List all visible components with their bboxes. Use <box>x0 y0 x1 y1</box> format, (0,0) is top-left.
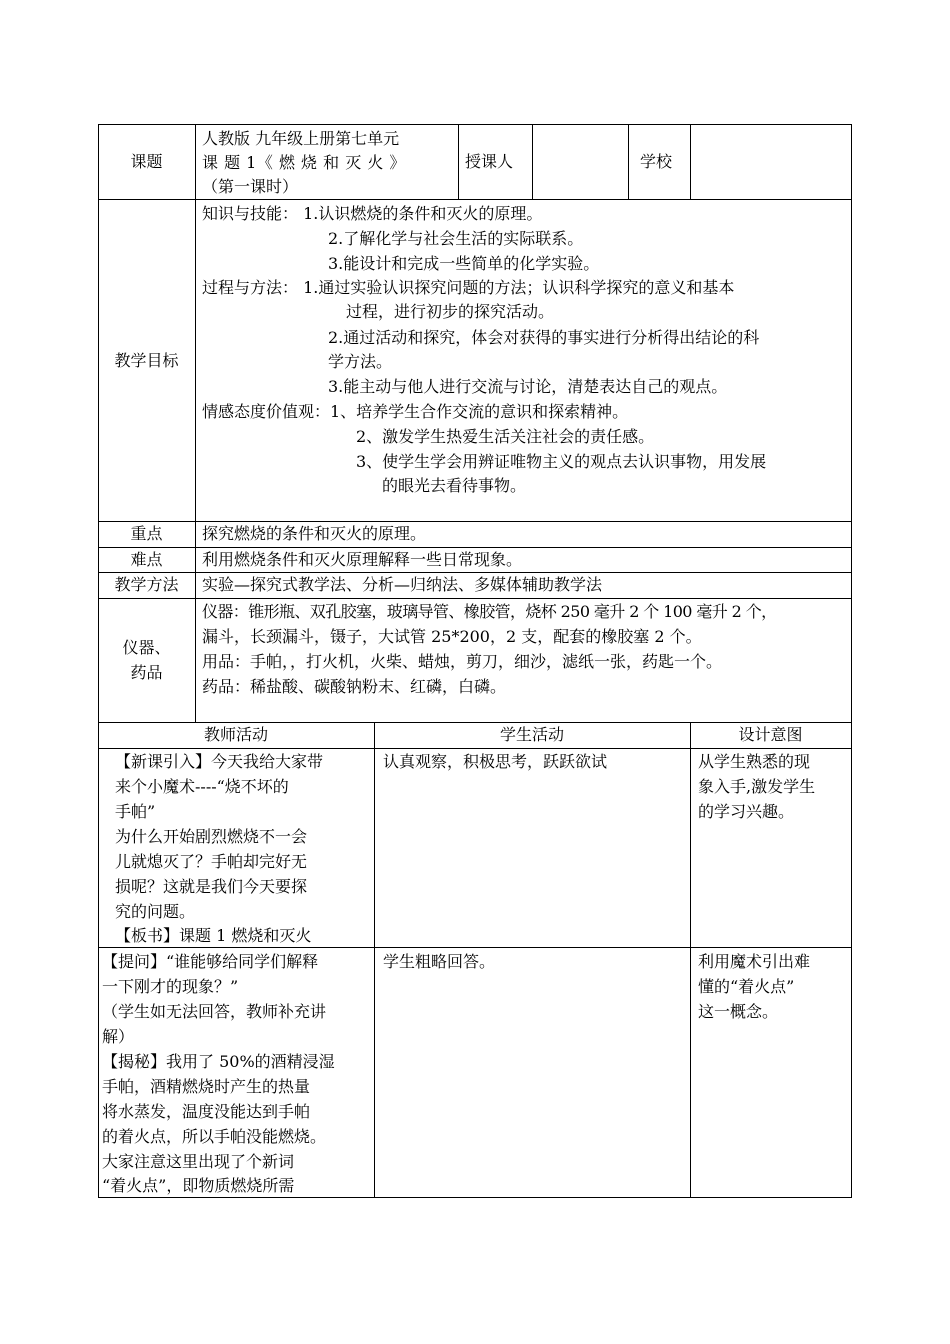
objectives-label: 教学目标 <box>114 351 179 370</box>
materials-label: 药品 <box>130 663 163 682</box>
table-divider <box>98 199 852 200</box>
teacher-activity-line: 儿就熄灭了？手帕却完好无 <box>115 852 308 871</box>
methods-label: 教学方法 <box>114 575 179 594</box>
objective-line: 情感态度价值观：1、培养学生合作交流的意识和探索精神。 <box>202 402 629 421</box>
table-divider <box>628 124 629 199</box>
objective-line: 的眼光去看待事物。 <box>382 476 527 495</box>
teacher-activity-line: 手帕，酒精燃烧时产生的热量 <box>102 1077 311 1096</box>
teacher-activity-line: 大家注意这里出现了个新词 <box>102 1152 295 1171</box>
teacher-activity-line: 损呢？这就是我们今天要探 <box>115 877 308 896</box>
objective-line: 学方法。 <box>328 352 393 371</box>
teacher-activity-line: 解） <box>102 1027 135 1046</box>
teacher-activity-line: 【揭秘】我用了 50%的酒精浸湿 <box>102 1052 335 1071</box>
materials-line: 漏斗，长颈漏斗，镊子，大试管 25*200，2 支，配套的橡胶塞 2 个。 <box>202 627 702 646</box>
objective-line: 2.了解化学与社会生活的实际联系。 <box>328 229 584 248</box>
table-divider <box>374 722 375 1198</box>
teacher-activity-line: 【新课引入】今天我给大家带 <box>115 752 324 771</box>
design-intent-line: 这一概念。 <box>698 1002 779 1021</box>
difficulty-label: 难点 <box>130 550 163 569</box>
table-divider <box>98 598 852 599</box>
teacher-activity-line: （学生如无法回答，教师补充讲 <box>102 1002 327 1021</box>
objective-line: 知识与技能： 1.认识燃烧的条件和灭火的原理。 <box>202 204 543 223</box>
topic-title-line: （第一课时） <box>202 177 299 196</box>
topic-title-line: 人教版 九年级上册第七单元 <box>202 129 400 148</box>
teacher-activity-line: 将水蒸发，温度没能达到手帕 <box>102 1102 311 1121</box>
student-activity-line: 认真观察，积极思考，跃跃欲试 <box>383 752 608 771</box>
objective-line: 过程与方法： 1.通过实验认识探究问题的方法；认识科学探究的意义和基本 <box>202 278 735 297</box>
objective-line: 2、激发学生热爱生活关注社会的责任感。 <box>356 427 655 446</box>
teacher-activity-header: 教师活动 <box>203 725 268 744</box>
teacher-activity-line: “着火点”，即物质燃烧所需 <box>102 1176 295 1195</box>
teacher-activity-line: 究的问题。 <box>115 902 196 921</box>
materials-line: 用品：手帕，，打火机，火柴、蜡烛，剪刀，细沙，滤纸一张，药匙一个。 <box>202 652 723 671</box>
table-divider <box>532 124 533 199</box>
key-point-value: 探究燃烧的条件和灭火的原理。 <box>202 524 427 543</box>
objective-line: 过程，进行初步的探究活动。 <box>346 302 555 321</box>
materials-line: 仪器：锥形瓶、双孔胶塞，玻璃导管、橡胶管，烧杯 250 毫升 2 个 100 毫升 2 个， <box>202 602 777 621</box>
table-border <box>98 124 852 125</box>
table-divider <box>195 124 196 723</box>
objective-line: 3.能设计和完成一些简单的化学实验。 <box>328 254 600 273</box>
objective-line: 2.通过活动和探究，体会对获得的事实进行分析得出结论的科 <box>328 328 760 347</box>
teacher-activity-line: 【提问】“谁能够给同学们解释 <box>102 952 319 971</box>
teacher-label: 授课人 <box>465 152 514 171</box>
topic-title-line: 课 题 1《 燃 烧 和 灭 火 》 <box>202 153 406 172</box>
topic-label: 课题 <box>130 152 163 171</box>
table-divider <box>458 124 459 199</box>
objective-line: 3.能主动与他人进行交流与讨论，清楚表达自己的观点。 <box>328 377 728 396</box>
design-intent-line: 从学生熟悉的现 <box>698 752 811 771</box>
materials-label: 仪器、 <box>122 638 171 657</box>
teacher-activity-line: 为什么开始剧烈燃烧不一会 <box>115 827 308 846</box>
materials-line: 药品：稀盐酸、碳酸钠粉末、红磷，白磷。 <box>202 677 507 696</box>
teacher-activity-line: 手帕” <box>115 802 156 821</box>
objective-line: 3、使学生学会用辨证唯物主义的观点去认识事物，用发展 <box>356 452 767 471</box>
design-intent-line: 的学习兴趣。 <box>698 802 795 821</box>
difficulty-value: 利用燃烧条件和灭火原理解释一些日常现象。 <box>202 550 523 569</box>
methods-value: 实验—探究式教学法、分析—归纳法、多媒体辅助教学法 <box>202 575 603 594</box>
teacher-activity-line: 的着火点，所以手帕没能燃烧。 <box>102 1127 327 1146</box>
key-point-label: 重点 <box>130 524 163 543</box>
teacher-activity-line: 一下刚才的现象？” <box>102 977 239 996</box>
table-border <box>851 124 852 1198</box>
design-intent-line: 懂的“着火点” <box>698 977 795 996</box>
table-divider <box>98 748 852 749</box>
design-intent-line: 象入手,激发学生 <box>698 777 816 796</box>
design-intent-header: 设计意图 <box>738 725 803 744</box>
school-label: 学校 <box>640 152 673 171</box>
design-intent-line: 利用魔术引出难 <box>698 952 811 971</box>
teacher-activity-line: 来个小魔术----“烧不坏的 <box>115 777 289 796</box>
student-activity-line: 学生粗略回答。 <box>383 952 496 971</box>
student-activity-header: 学生活动 <box>499 725 564 744</box>
table-divider <box>690 722 691 1198</box>
teacher-activity-line: 【板书】课题 1 燃烧和灭火 <box>115 926 312 945</box>
table-divider <box>690 124 691 199</box>
